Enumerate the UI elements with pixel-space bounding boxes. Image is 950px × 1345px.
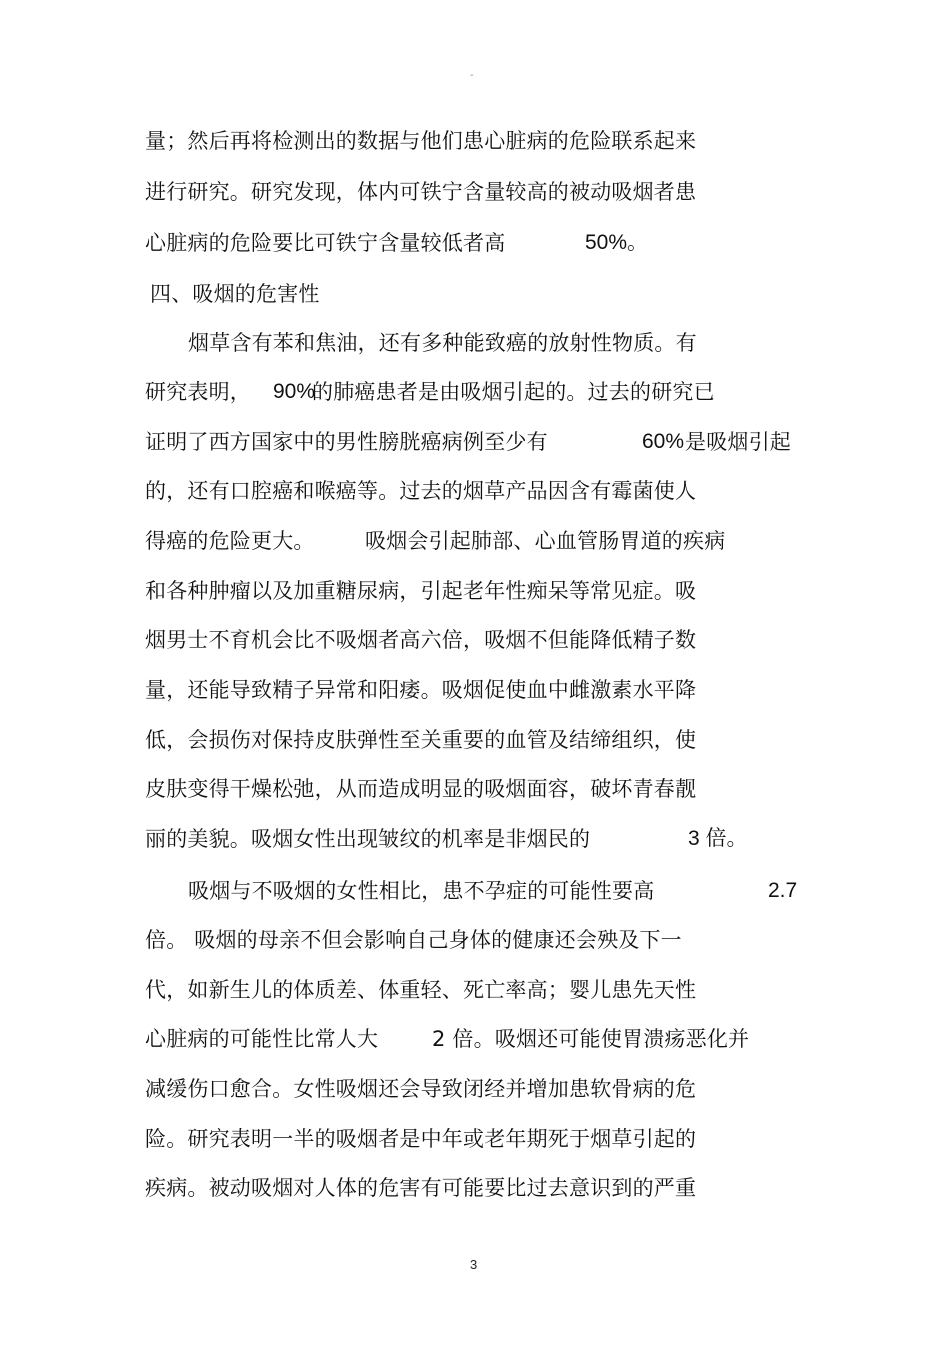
- text-line: 的，还有口腔癌和喉癌等。过去的烟草产品因含有霉菌使人: [145, 479, 697, 503]
- text-fragment: 吸烟会引起肺部、心血管肠胃道的疾病: [365, 529, 726, 553]
- text-fragment: 是吸烟引起: [685, 430, 791, 454]
- text-line: 丽的美貌。吸烟女性出现皱纹的机率是非烟民的: [145, 827, 591, 851]
- text-line: 代，如新生儿的体质差、体重轻、死亡率高；婴儿患先天性: [145, 978, 697, 1002]
- text-line: 量；然后再将检测出的数据与他们患心脏病的危险联系起来: [145, 129, 697, 153]
- text-line: 倍。 吸烟的母亲不但会影响自己身体的健康还会殃及下一: [145, 928, 682, 952]
- text-line: 疾病。被动吸烟对人体的危害有可能要比过去意识到的严重: [145, 1176, 697, 1200]
- section-heading: 四、吸烟的危害性: [150, 282, 320, 306]
- text-line: 烟草含有苯和焦油，还有多种能致癌的放射性物质。有: [188, 331, 697, 355]
- text-fragment: 2 倍。吸烟还可能使胃溃疡恶化并: [432, 1027, 750, 1051]
- text-line: 量，还能导致精子异常和阳痿。吸烟促使血中雌激素水平降: [145, 678, 697, 702]
- text-line: 证明了西方国家中的男性膀胱癌病例至少有: [145, 430, 548, 454]
- text-line: 吸烟与不吸烟的女性相比，患不孕症的可能性要高: [188, 879, 655, 903]
- text-fragment: 的肺癌患者是由吸烟引起的。过去的研究已: [312, 380, 715, 404]
- page-number: 3: [470, 1257, 478, 1272]
- text-line: 烟男士不育机会比不吸烟者高六倍，吸烟不但能降低精子数: [145, 628, 697, 652]
- text-line: 研究表明，: [145, 380, 251, 404]
- text-fragment: 2.7: [768, 879, 798, 902]
- header-mark: -: [470, 70, 474, 81]
- text-line: 心脏病的可能性比常人大: [145, 1027, 379, 1051]
- text-fragment: 60%: [642, 430, 685, 453]
- text-line: 险。研究表明一半的吸烟者是中年或老年期死于烟草引起的: [145, 1127, 697, 1151]
- text-line: 进行研究。研究发现，体内可铁宁含量较高的被动吸烟者患: [145, 180, 697, 204]
- text-line: 低，会损伤对保持皮肤弹性至关重要的血管及结缔组织，使: [145, 728, 697, 752]
- text-fragment: 3 倍。: [688, 827, 748, 850]
- text-line: 心脏病的危险要比可铁宁含量较低者高: [145, 231, 506, 255]
- text-fragment: 90%: [273, 380, 316, 403]
- text-line: 和各种肿瘤以及加重糖尿病，引起老年性痴呆等常见症。吸: [145, 579, 697, 603]
- text-line: 皮肤变得干燥松弛，从而造成明显的吸烟面容，破坏青春靓: [145, 777, 697, 801]
- text-fragment: 50%。: [585, 231, 649, 254]
- text-line: 减缓伤口愈合。女性吸烟还会导致闭经并增加患软骨病的危: [145, 1077, 697, 1101]
- text-line: 得癌的危险更大。: [145, 529, 315, 553]
